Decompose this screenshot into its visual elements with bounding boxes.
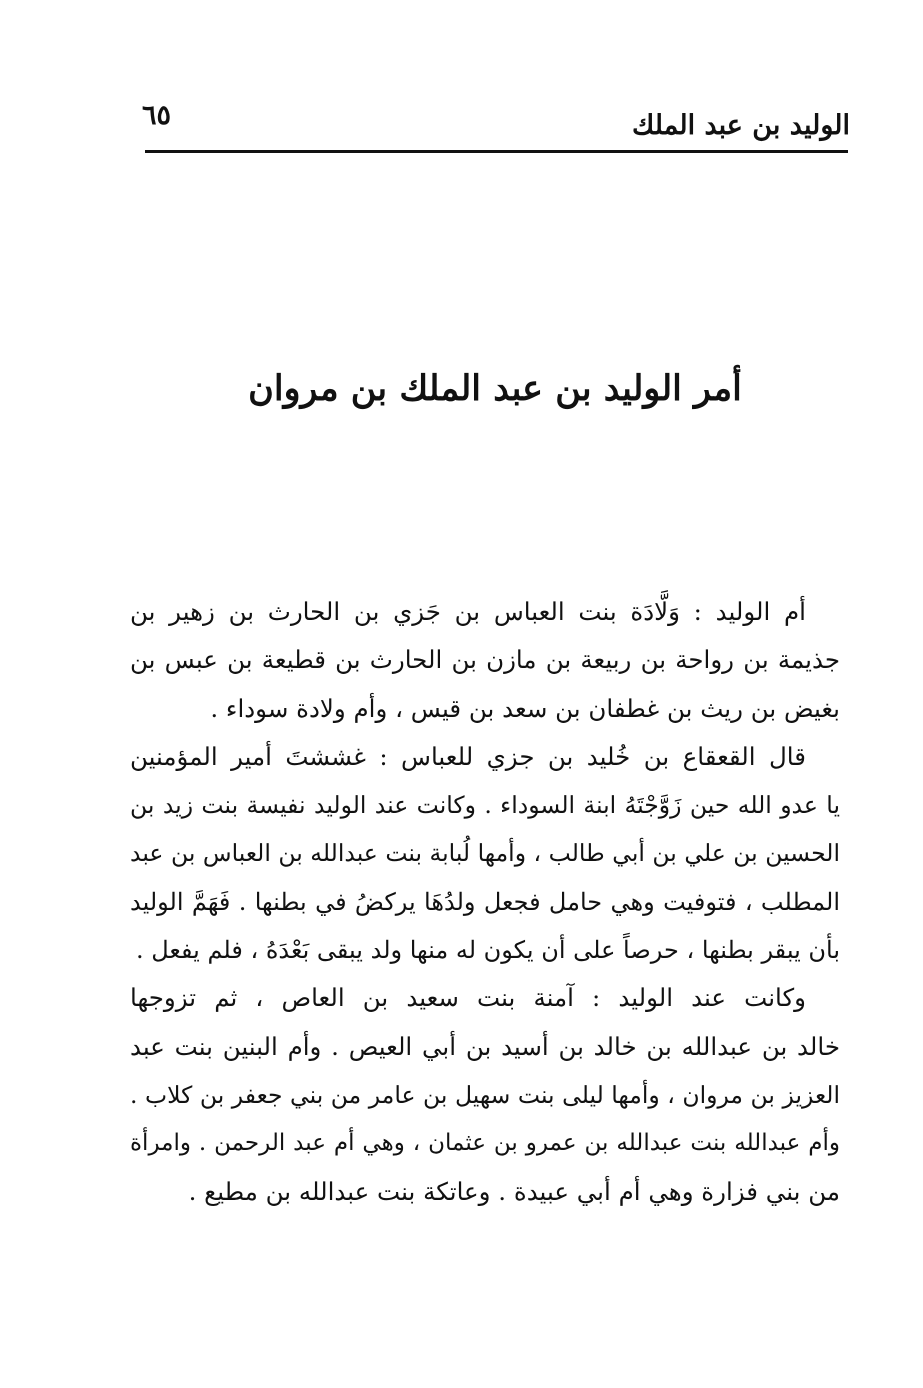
body-text <box>130 588 840 1216</box>
text-line: يا عدو الله حين زَوَّجْتَهُ ابنة السوداء . وكانت عند الوليد نفيسة بنت زيد بن <box>130 791 840 820</box>
text-line: وكانت عند الوليد : آمنة بنت سعيد بن العاص ، ثم تزوجها <box>130 983 806 1013</box>
text-line: بغيض بن ريث بن غطفان بن سعد بن قيس ، وأم ولادة سوداء . <box>210 693 840 723</box>
text-line: الحسين بن علي بن أبي طالب ، وأمها لُبابة بنت عبدالله بن العباس بن عبد <box>130 839 840 868</box>
running-title: الوليد بن عبد الملك <box>632 110 850 141</box>
header-rule <box>145 150 848 153</box>
chapter-title: أمر الوليد بن عبد الملك بن مروان <box>248 368 742 409</box>
text-line: العزيز بن مروان ، وأمها ليلى بنت سهيل بن عامر من بني جعفر بن كلاب . <box>130 1080 840 1109</box>
running-header <box>140 96 850 148</box>
text-line: من بني فزارة وهي أم أبي عبيدة . وعاتكة بنت عبدالله بن مطيع . <box>188 1176 840 1206</box>
text-line: المطلب ، فتوفيت وهي حامل فجعل ولدُهَا يركضُ في بطنها . فَهَمَّ الوليد <box>130 887 840 916</box>
text-line: قال القعقاع بن خُليد بن جزي للعباس : غششتَ أمير المؤمنين <box>130 741 806 771</box>
text-line: وأم عبدالله بنت عبدالله بن عمرو بن عثمان ، وهي أم عبد الرحمن . وامرأة <box>130 1130 840 1157</box>
text-line: أم الوليد : وَلَّادَة بنت العباس بن جَزي بن الحارث بن زهير بن <box>130 597 806 626</box>
text-line: بأن يبقر بطنها ، حرصاً على أن يكون له منها ولد يبقى بَعْدَهُ ، فلم يفعل . <box>136 936 840 965</box>
text-line: خالد بن عبدالله بن خالد بن أسيد بن أبي العيص . وأم البنين بنت عبد <box>130 1031 840 1061</box>
page-number: ٦٥ <box>142 100 172 131</box>
text-line: جذيمة بن رواحة بن ربيعة بن مازن بن الحارث بن قطيعة بن عبس بن <box>130 645 840 675</box>
